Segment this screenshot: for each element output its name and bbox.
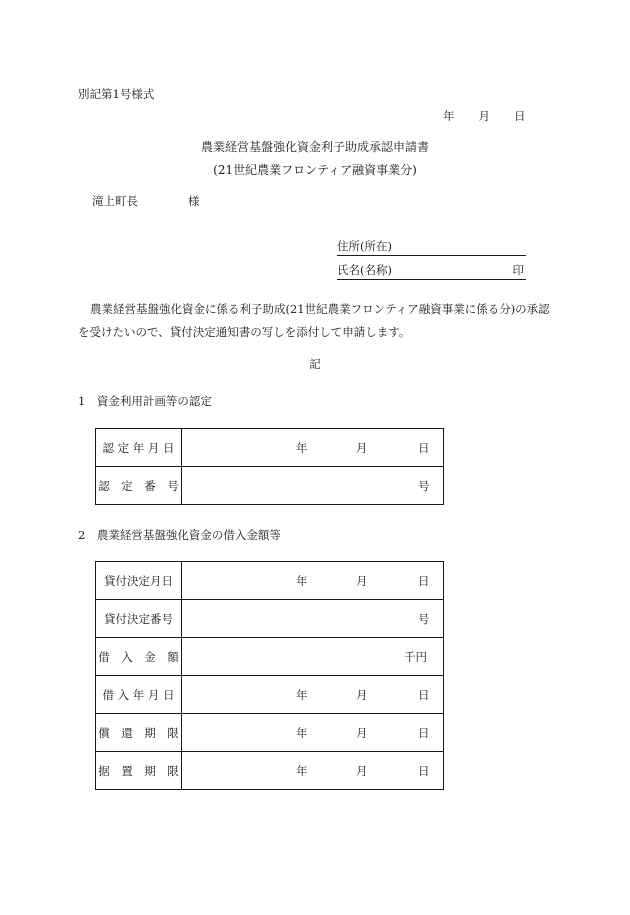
grace-period-deadline-label: 据 置 期 限 <box>96 752 182 790</box>
table-row <box>96 676 444 714</box>
day-unit: 日 <box>418 573 430 588</box>
month-unit: 月 <box>356 440 368 455</box>
borrowing-date-label: 借 入 年 月 日 <box>96 676 182 714</box>
table-row <box>96 467 444 505</box>
grace-period-deadline-field[interactable] <box>182 752 444 790</box>
year-unit: 年 <box>296 573 308 588</box>
day-unit: 日 <box>418 763 430 778</box>
year-unit: 年 <box>296 725 308 740</box>
month-unit: 月 <box>356 573 368 588</box>
table-row <box>96 714 444 752</box>
borrowing-date-field[interactable] <box>182 676 444 714</box>
repayment-deadline-label: 償 還 期 限 <box>96 714 182 752</box>
addressee <box>92 193 200 209</box>
address-label: 住所(所在) <box>337 239 392 253</box>
day-unit: 日 <box>418 440 430 455</box>
day-unit: 日 <box>418 687 430 702</box>
section-2-heading: 2 農業経営基盤強化資金の借入金額等 <box>78 528 281 542</box>
section-1-heading: 1 資金利用計画等の認定 <box>78 394 212 408</box>
table-row <box>96 562 444 600</box>
year-unit: 年 <box>296 687 308 702</box>
year-unit: 年 <box>296 440 308 455</box>
repayment-deadline-field[interactable] <box>182 714 444 752</box>
year-unit: 年 <box>296 763 308 778</box>
form-number-label: 別記第1号様式 <box>78 87 155 101</box>
month-unit: 月 <box>356 763 368 778</box>
loan-amount-label: 借 入 金 額 <box>96 638 182 676</box>
date-year-unit: 年 <box>443 109 455 123</box>
table-row <box>96 638 444 676</box>
applicant-name-field[interactable] <box>337 262 526 280</box>
number-unit: 号 <box>418 611 430 626</box>
document-subtitle: (21世紀農業フロンティア融資事業分) <box>213 163 417 177</box>
date-month-unit: 月 <box>478 109 490 123</box>
month-unit: 月 <box>356 725 368 740</box>
loan-decision-date-label: 貸付決定月日 <box>96 562 182 600</box>
addressee-honorific: 様 <box>188 194 200 208</box>
seal-mark: 印 <box>512 263 524 277</box>
table-row <box>96 600 444 638</box>
certification-date-field[interactable] <box>182 429 444 467</box>
loan-decision-date-field[interactable] <box>182 562 444 600</box>
month-unit: 月 <box>356 687 368 702</box>
certification-date-label: 認 定 年 月 日 <box>96 429 182 467</box>
document-title: 農業経営基盤強化資金利子助成承認申請書 <box>200 140 429 154</box>
name-label: 氏名(名称) <box>337 263 392 277</box>
certification-table <box>95 428 444 505</box>
date-day-unit: 日 <box>514 109 526 123</box>
applicant-address-field[interactable] <box>337 238 526 256</box>
table-row <box>96 429 444 467</box>
loan-decision-number-field[interactable] <box>182 600 444 638</box>
day-unit: 日 <box>418 725 430 740</box>
table-row <box>96 752 444 790</box>
certification-number-field[interactable] <box>182 467 444 505</box>
certification-number-label: 認 定 番 号 <box>96 467 182 505</box>
application-date <box>443 108 526 124</box>
addressee-name: 滝上町長 <box>92 194 138 208</box>
loan-details-table <box>95 561 444 790</box>
ki-heading: 記 <box>309 357 321 371</box>
application-statement: 農業経営基盤強化資金に係る利子助成(21世紀農業フロンティア融資事業に係る分)の承認を受けたいので、貸付決定通知書の写しを添付して申請します。 <box>78 302 550 339</box>
loan-decision-number-label: 貸付決定番号 <box>96 600 182 638</box>
number-unit: 号 <box>418 478 430 493</box>
thousand-yen-unit: 千円 <box>404 649 427 664</box>
loan-amount-field[interactable] <box>182 638 444 676</box>
